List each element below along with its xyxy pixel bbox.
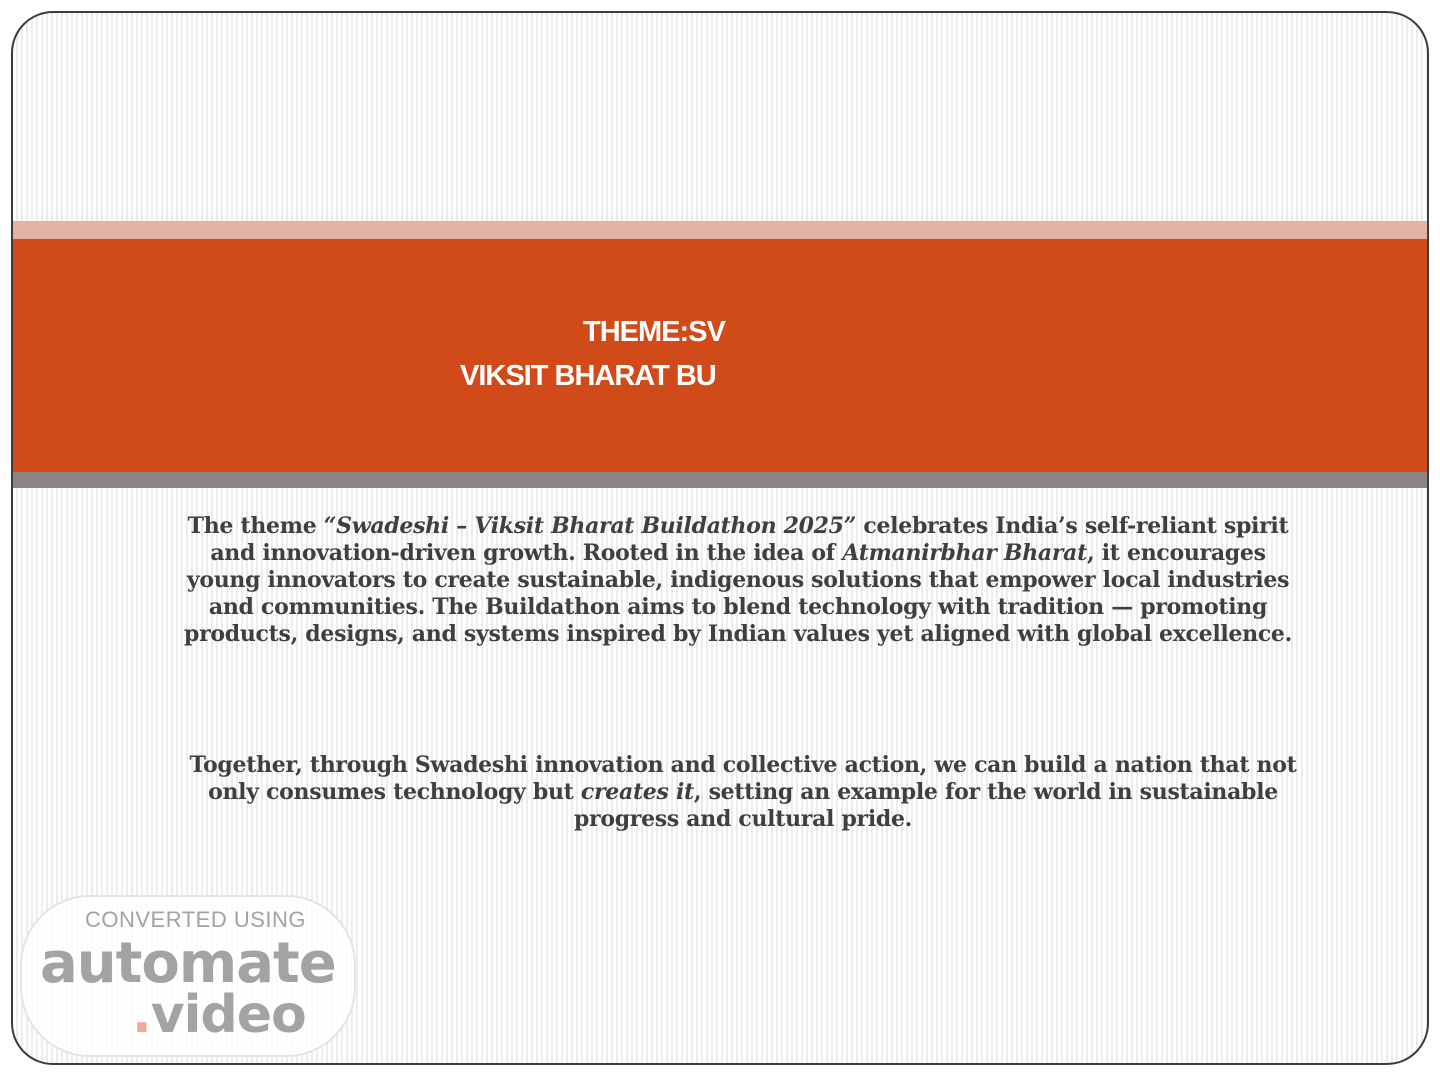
- watermark-video-text: video: [150, 985, 306, 1045]
- p1-text-start: The theme: [187, 513, 324, 539]
- watermark-logo-video: [132, 985, 306, 1045]
- p2-text-end: , setting an example for the world in sustainable progress and cultural pride.: [573, 779, 1278, 832]
- body-paragraph-2: [173, 752, 1313, 833]
- slide-title-line-2: VIKSIT BHARAT BU: [460, 360, 716, 392]
- slide-title-line-1: THEME:SV: [583, 316, 725, 348]
- body-paragraph-1: [183, 513, 1293, 648]
- watermark-dot: .: [132, 985, 151, 1045]
- title-area: [13, 239, 737, 472]
- p1-text-middle: celebrates India’s self-reliant spirit and innovation-driven growth. Rooted in the idea of: [210, 513, 1289, 566]
- p2-emphasis-creates-it: creates it: [580, 779, 694, 805]
- p1-text-end: , it encourages young innovators to create sustainable, indigenous solutions that empower local industries and communities. The Buildathon aims to blend technology with tradition — promoting products, designs, and systems inspired by Indian values yet aligned with global excellence.: [184, 540, 1292, 647]
- header-divider: [13, 472, 1427, 488]
- p1-emphasis-theme: “Swadeshi – Viksit Bharat Buildathon 2025”: [323, 513, 857, 539]
- p1-emphasis-atmanirbhar: Atmanirbhar Bharat: [842, 540, 1087, 566]
- watermark-badge: [20, 895, 356, 1057]
- watermark-logo-automate: automate: [40, 931, 336, 996]
- header-band-light: [13, 221, 1427, 239]
- watermark-caption: CONVERTED USING: [85, 907, 307, 932]
- p2-text-start: Together, through Swadeshi innovation and collective action, we can build a nation that not only consumes technology but: [189, 752, 1297, 805]
